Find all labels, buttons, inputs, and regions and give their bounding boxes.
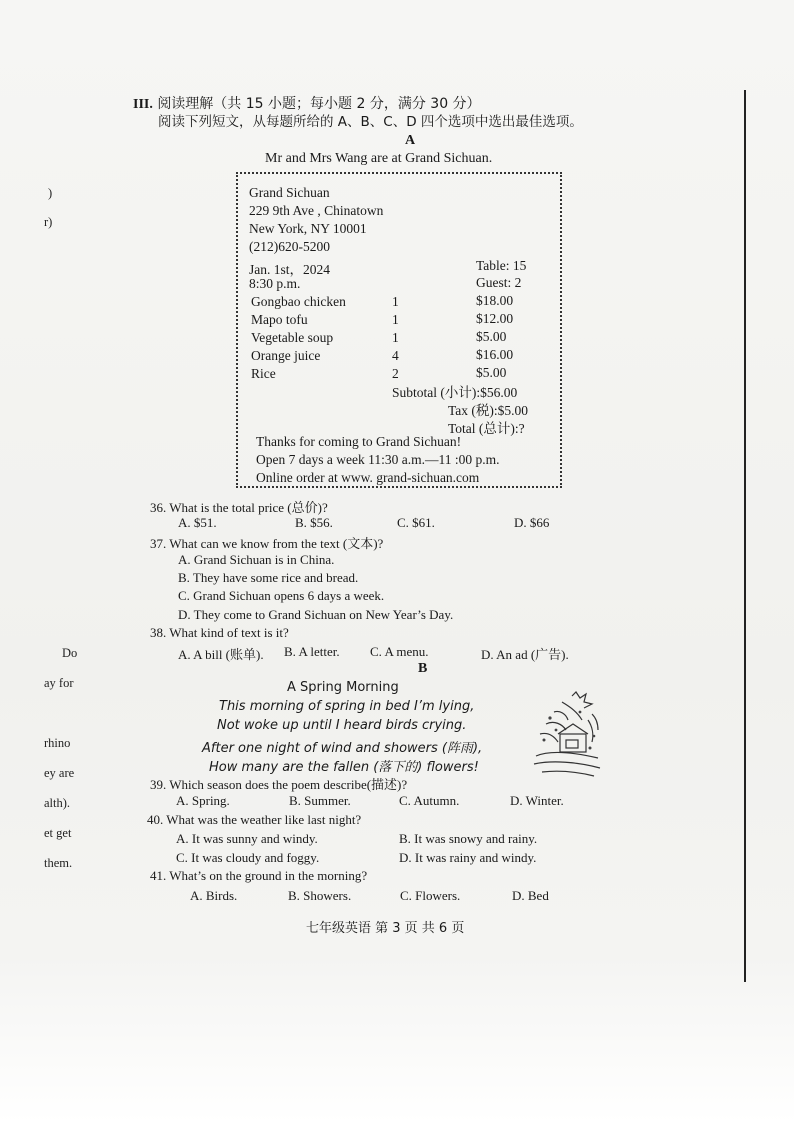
passage-b-letter: B [418,661,428,676]
q37-option-a: A. Grand Sichuan is in China. [178,552,335,567]
receipt-restaurant-name: Grand Sichuan [249,185,330,200]
margin-text: ey are [44,766,75,780]
poem-title: A Spring Morning [287,680,399,695]
margin-text: Do [62,646,78,660]
section-instruction: 阅读下列短文，从每题所给的 A、B、C、D 四个选项中选出最佳选项。 [158,114,583,130]
q40-option-d: D. It was rainy and windy. [399,850,537,865]
receipt-time: 8:30 p.m. [249,276,301,291]
receipt-item-name: Mapo tofu [251,312,308,327]
question-40: 40. What was the weather like last night? [147,812,362,827]
receipt-item-qty: 1 [392,294,399,309]
q37-option-c: C. Grand Sichuan opens 6 days a week. [178,588,385,603]
receipt-item-name: Orange juice [251,348,321,363]
section-title-text: 阅读理解（共 15 小题；每小题 2 分，满分 30 分） [157,96,481,112]
margin-text: ay for [44,676,74,690]
question-36: 36. What is the total price (总价)? [150,500,328,515]
q41-option-c: C. Flowers. [400,888,461,903]
receipt-item-name: Rice [251,366,276,381]
receipt-item-price: $18.00 [476,293,514,308]
question-38: 38. What kind of text is it? [150,625,289,640]
receipt-online-order: Online order at www. grand-sichuan.com [256,470,480,485]
receipt-item-name: Gongbao chicken [251,294,346,309]
q39-option-a: A. Spring. [176,793,230,808]
q41-option-a: A. Birds. [190,888,238,903]
receipt-item-price: $5.00 [476,365,507,380]
poem-line-2: Not woke up until I heard birds crying. [217,718,467,733]
receipt-item-qty: 1 [392,330,399,345]
receipt-item-qty: 4 [392,348,399,363]
margin-text: r) [44,215,53,229]
question-41: 41. What’s on the ground in the morning? [150,868,368,883]
q40-option-a: A. It was sunny and windy. [176,831,318,846]
receipt-thanks: Thanks for coming to Grand Sichuan! [256,434,462,449]
q37-option-b: B. They have some rice and bread. [178,570,359,585]
receipt-item-qty: 1 [392,312,399,327]
q39-option-c: C. Autumn. [399,793,460,808]
receipt-item-name: Vegetable soup [251,330,334,345]
q39-option-b: B. Summer. [289,793,351,808]
poem-line-3: After one night of wind and showers (阵雨), [202,741,483,756]
poem-line-4: How many are the fallen (落下的) flowers! [209,760,479,775]
receipt-item-price: $12.00 [476,311,514,326]
margin-text: ) [48,186,53,200]
section-number: III. [133,97,153,112]
q36-option-a: A. $51. [178,515,217,530]
receipt-guest: Guest: 2 [476,275,522,290]
q36-option-c: C. $61. [397,515,435,530]
receipt-total: Total (总计):? [448,421,525,436]
receipt-item-price: $5.00 [476,329,507,344]
receipt-address-line2: New York, NY 10001 [249,221,367,236]
q37-option-d: D. They come to Grand Sichuan on New Year’s Day. [178,607,454,622]
receipt-date: Jan. 1st，2024 [249,262,330,277]
q38-option-a: A. A bill (账单). [178,647,264,662]
receipt-table: Table: 15 [476,258,527,273]
q36-option-b: B. $56. [295,515,333,530]
passage-a-intro: Mr and Mrs Wang are at Grand Sichuan. [265,151,493,166]
q36-option-d: D. $66 [514,515,550,530]
margin-text: et get [44,826,72,840]
q39-option-d: D. Winter. [510,793,564,808]
q38-option-b: B. A letter. [284,644,340,659]
receipt-tax: Tax (税):$5.00 [448,403,529,418]
margin-text: them. [44,856,73,870]
receipt-item-qty: 2 [392,366,399,381]
receipt-address-line1: 229 9th Ave , Chinatown [249,203,384,218]
passage-a-letter: A [405,133,416,148]
margin-text: rhino [44,736,71,750]
q40-option-b: B. It was snowy and rainy. [399,831,538,846]
receipt-phone: (212)620-5200 [249,239,330,254]
receipt-box [236,172,562,488]
page-footer: 七年级英语 第 3 页 共 6 页 [306,921,465,936]
question-39: 39. Which season does the poem describe(描述)? [150,777,408,792]
margin-text: alth). [44,796,71,810]
q41-option-d: D. Bed [512,888,549,903]
spring-morning-illustration [532,690,602,780]
right-edge-rule [744,90,746,982]
q38-option-d: D. An ad (广告). [481,647,569,662]
q38-option-c: C. A menu. [370,644,429,659]
q40-option-c: C. It was cloudy and foggy. [176,850,320,865]
receipt-hours: Open 7 days a week 11:30 a.m.—11 :00 p.m. [256,452,500,467]
q41-option-b: B. Showers. [288,888,352,903]
receipt-item-price: $16.00 [476,347,514,362]
poem-line-1: This morning of spring in bed I’m lying, [219,699,475,714]
question-37: 37. What can we know from the text (文本)? [150,536,384,551]
receipt-subtotal: Subtotal (小计):$56.00 [392,385,518,400]
